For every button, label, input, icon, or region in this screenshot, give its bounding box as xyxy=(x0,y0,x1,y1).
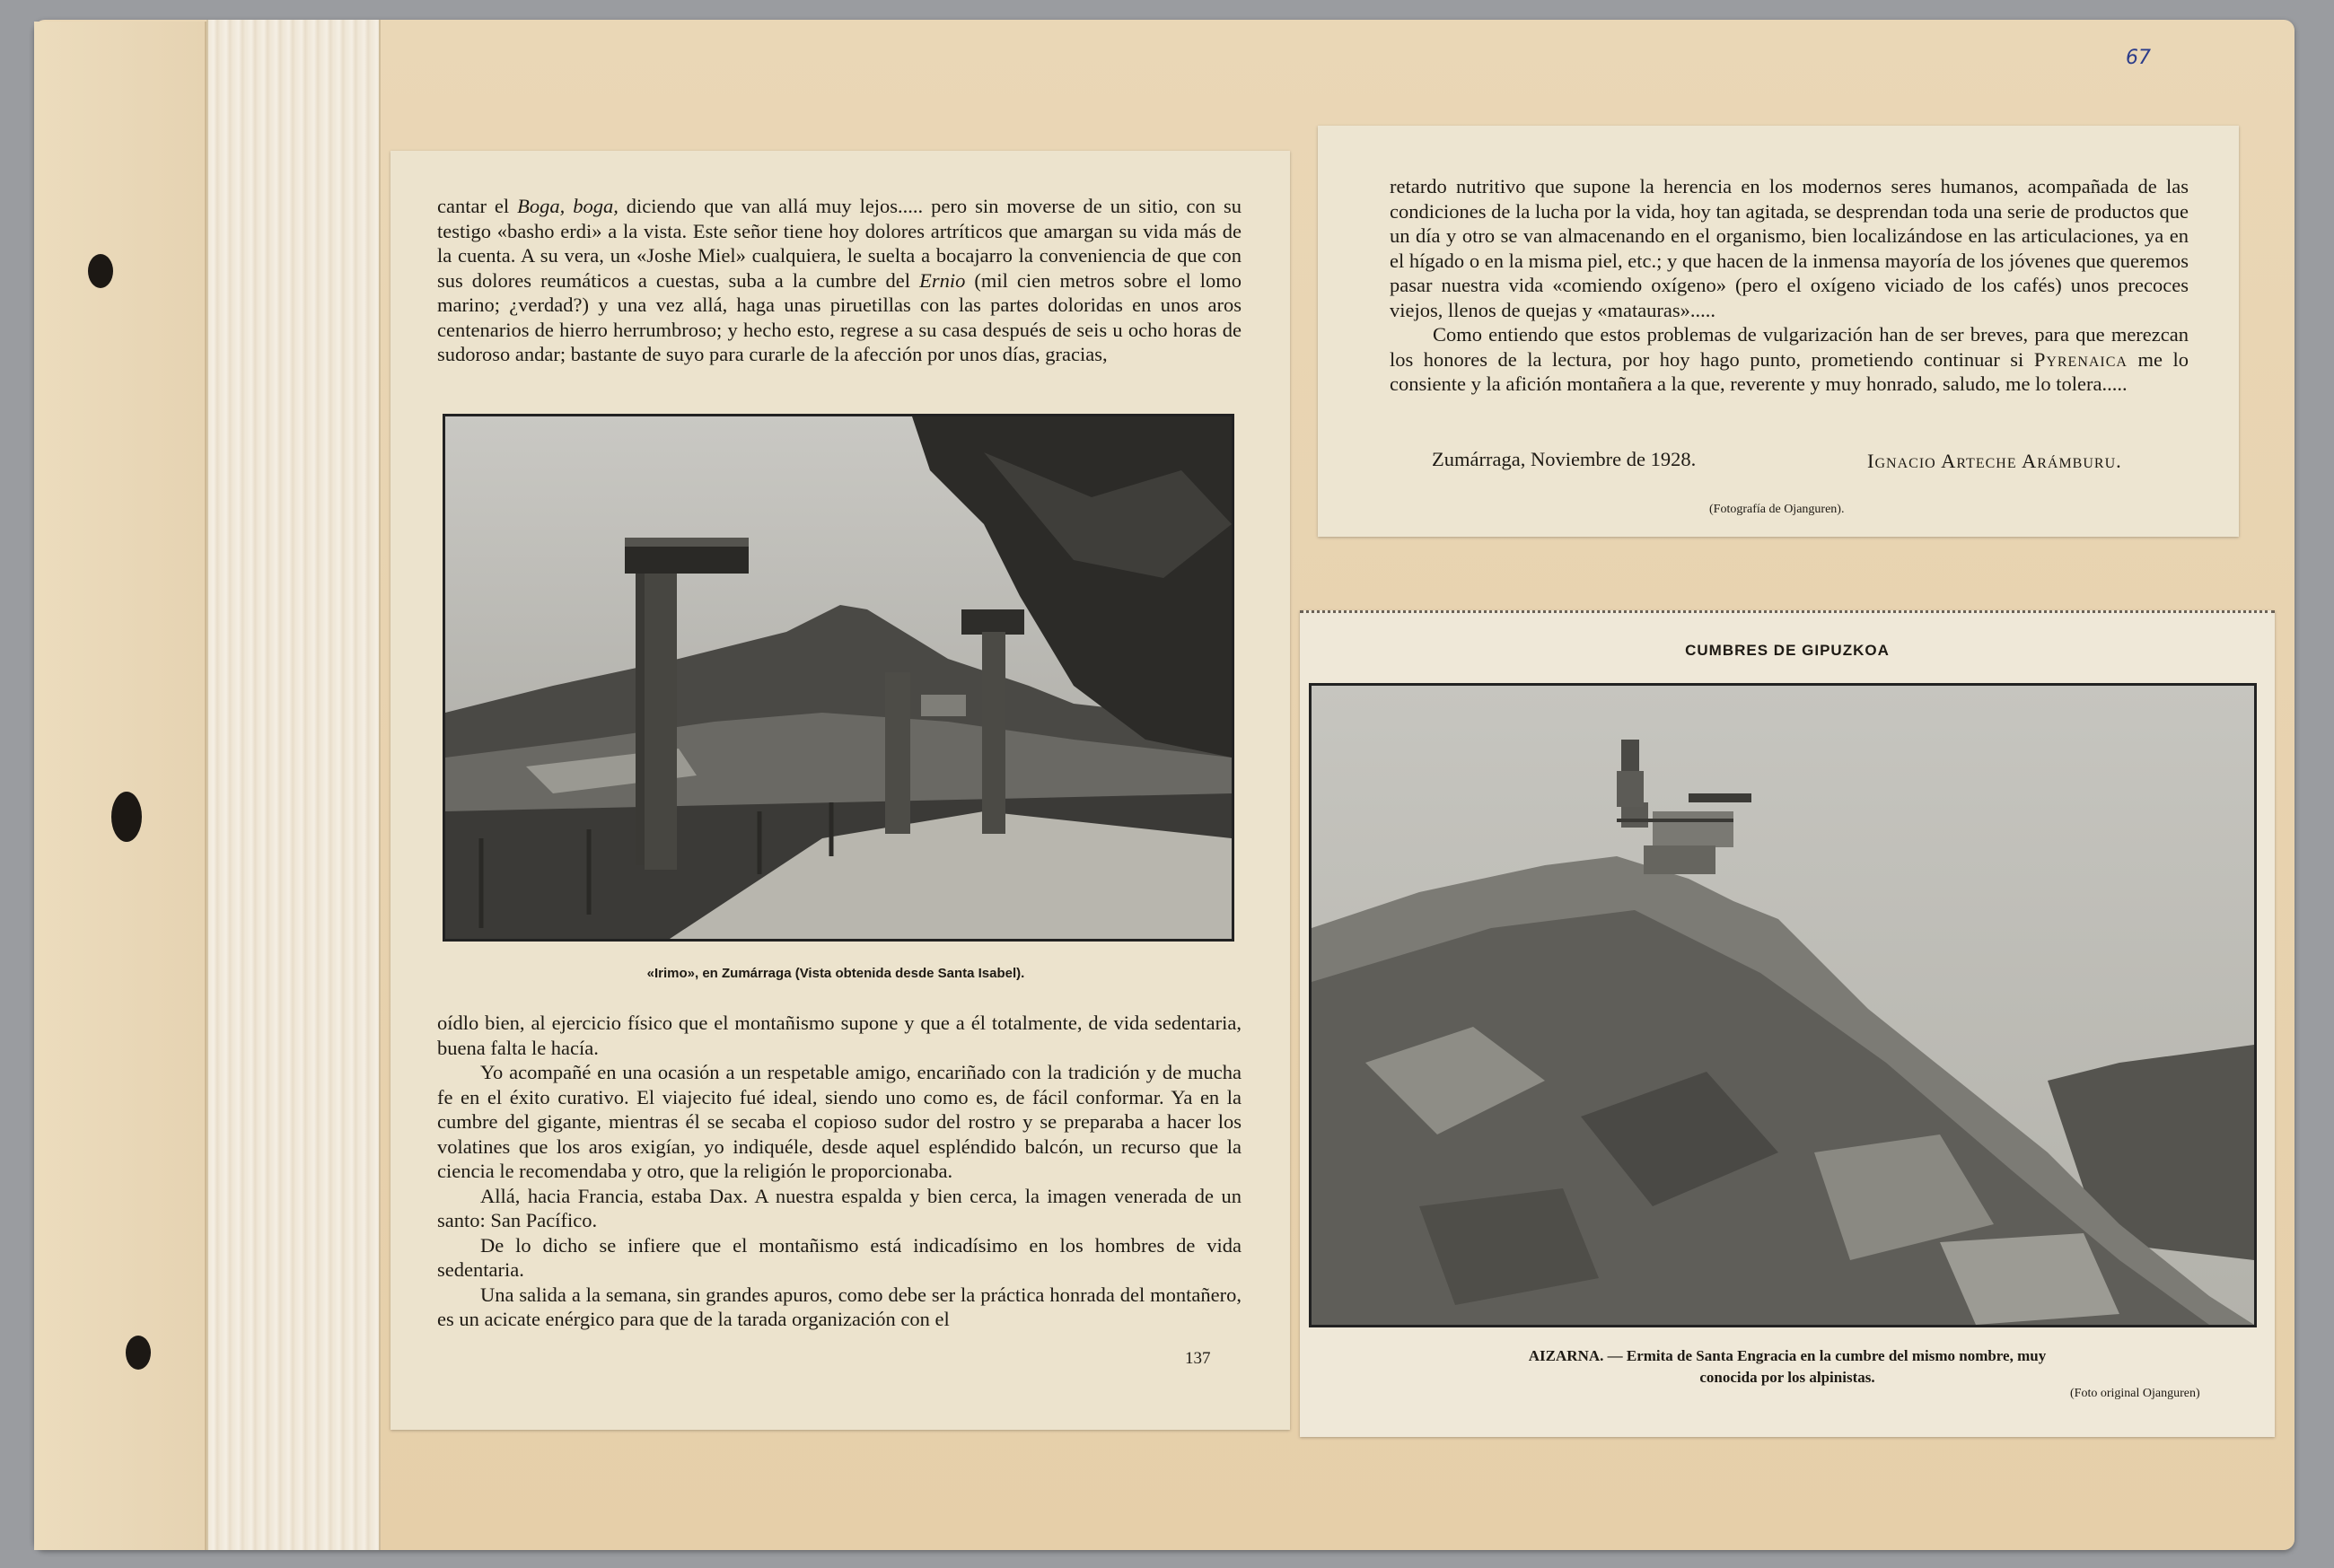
paragraph: De lo dicho se infiere que el montañismo está indicadísimo en los hombres de vida sedentaria. xyxy=(437,1233,1242,1281)
binder-hole xyxy=(126,1336,151,1370)
aizarna-photo xyxy=(1309,683,2257,1327)
text-run: me lo consiente y la afición montañera a la que, reverente y muy honrado, saludo, me lo tolera..... xyxy=(1390,347,2189,395)
binding-strip xyxy=(34,22,207,1550)
irimo-photo xyxy=(443,414,1234,942)
article-paragraph-top xyxy=(437,194,1242,367)
article-paragraphs-bottom xyxy=(437,1011,1242,1332)
right-article-text xyxy=(1390,174,2189,397)
paragraph: Allá, hacia Francia, estaba Dax. A nuestra espalda y bien cerca, la imagen venerada de un santo: San Pacífico. xyxy=(437,1184,1242,1231)
aizarna-photo-credit: (Foto original Ojanguren) xyxy=(2070,1387,2200,1400)
paragraph xyxy=(1390,322,2189,397)
italic-title-boga: Boga, boga, xyxy=(517,195,619,217)
irimo-landscape-image xyxy=(445,416,1232,939)
italic-ernio: Ernio xyxy=(919,268,966,292)
irimo-photo-caption: «Irimo», en Zumárraga (Vista obtenida desde Santa Isabel). xyxy=(646,966,1025,981)
text-run: (mil cien metros sobre el lomo marino; ¿verdad?) y una vez allá, haga unas piruetillas con las partes doloridas en unos aros centenarios de hierro herrumbroso; y hecho esto, regrese a su casa después de seis u ocho horas de sudoroso andar; bastante de suyo para curarle de la afección por unos días, gracias, xyxy=(437,268,1242,365)
journal-name: Pyrenaica xyxy=(2033,347,2128,371)
text-run: Como entiendo que estos problemas de vulgarización han de ser breves, para que merezcan los honores de la lectura, por hoy hago punto, prometiendo continuar si xyxy=(1390,323,2189,371)
left-article-clipping xyxy=(390,151,1290,1430)
paragraph: retardo nutritivo que supone la herencia en los modernos seres humanos, acompañada de las condiciones de la lucha por la vida, hoy tan agitada, se desprendan toda una serie de productos que un día y otro se van almacenando en el organismo, bien localizándose en las articulaciones, ya en el hígado o en la misma piel, etc.; y que hacen de la inmensa mayoría de los jóvenes que queremos pasar nuestra vida «comiendo oxígeno» (pero el oxígeno viciado de los cafés) unos precoces viejos, llenos de quejas y «matauras»..... xyxy=(1390,175,2189,321)
binder-hole xyxy=(88,254,113,288)
place-date: Zumárraga, Noviembre de 1928. xyxy=(1432,448,1697,470)
photo-credit: (Fotografía de Ojanguren). xyxy=(1709,503,1845,516)
paragraph: Yo acompañé en una ocasión a un respetable amigo, encariñado con la tradición y de mucha fe en el éxito curativo. El viajecito fué ideal, siendo uno como es, de fácil conformar. Ya en la cumbre del gigante, mientras él se secaba el copioso sudor del rostro y se preparaba a hacer los volatines que los aros exigían, yo indiquéle, desde aquel espléndido balcón, un recurso que la ciencia le recomendaba y otro, que la religión le proporcionaba. xyxy=(437,1061,1242,1182)
paragraph: oídlo bien, al ejercicio físico que el montañismo supone y que a él totalmente, de vida sedentaria, buena falta le hacía. xyxy=(437,1012,1242,1059)
aizarna-caption-line-2: conocida por los alpinistas. xyxy=(1699,1369,1875,1386)
right-article-clipping xyxy=(1318,126,2239,537)
cumbres-clipping xyxy=(1300,610,2275,1437)
binder-hole xyxy=(111,792,142,842)
section-header: CUMBRES DE GIPUZKOA xyxy=(1685,642,1890,659)
album-spine xyxy=(206,20,381,1550)
handwritten-page-number: 67 xyxy=(2126,47,2151,69)
aizarna-caption-line-1: AIZARNA. — Ermita de Santa Engracia en la cumbre del mismo nombre, muy xyxy=(1528,1347,2047,1364)
text-run: diciendo que van allá muy lejos..... pero sin moverse de un sitio, con su testigo «basho erdi» a la vista. Este señor tiene hoy dolores artríticos que amargan su vida más de la cuenta. A su vera, un «Joshe Miel» cualquiera, le suelta a bocajarro la conveniencia de que con sus dolores reumáticos a cuestas, suba a la cumbre del xyxy=(437,195,1242,292)
author-signature: Ignacio Arteche Arámburu. xyxy=(1867,450,2122,472)
paragraph: Una salida a la semana, sin grandes apuros, como debe ser la práctica honrada del montañero, es un acicate enérgico para que de la tarada organización con el xyxy=(437,1283,1242,1330)
aizarna-hermitage-image xyxy=(1312,686,2254,1325)
page-number: 137 xyxy=(1185,1349,1211,1368)
text-run: cantar el xyxy=(437,195,518,217)
